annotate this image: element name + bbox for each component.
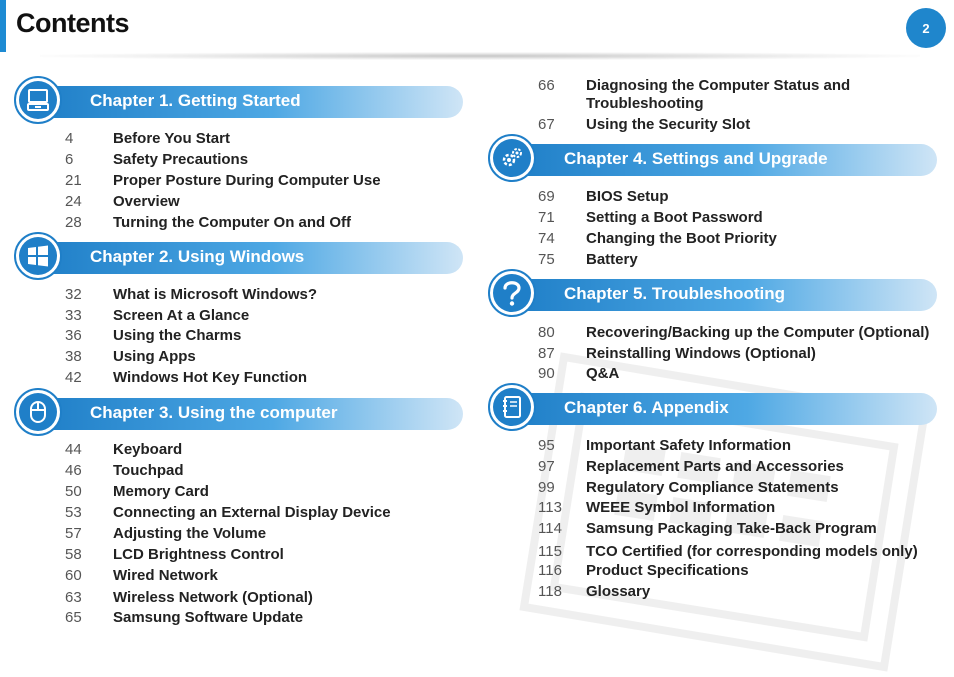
toc-page: 50 bbox=[65, 483, 82, 500]
toc-page: 6 bbox=[65, 151, 74, 168]
chapter-4-header[interactable] bbox=[514, 144, 937, 176]
toc-page: 60 bbox=[65, 567, 82, 584]
toc-page: 67 bbox=[538, 116, 555, 133]
toc-text: Before You Start bbox=[113, 130, 230, 147]
toc-page: 114 bbox=[538, 520, 562, 537]
toc-page: 21 bbox=[65, 172, 82, 189]
toc-page: 75 bbox=[538, 251, 555, 268]
toc-page: 69 bbox=[538, 188, 555, 205]
toc-page: 99 bbox=[538, 479, 555, 496]
toc-text: Connecting an External Display Device bbox=[113, 504, 391, 521]
toc-page: 4 bbox=[65, 130, 74, 147]
toc-page: 46 bbox=[65, 462, 82, 479]
toc-page: 63 bbox=[65, 589, 82, 606]
toc-text: Memory Card bbox=[113, 483, 209, 500]
windows-logo-icon bbox=[26, 244, 50, 268]
toc-text: Q&A bbox=[586, 365, 620, 382]
toc-text: TCO Certified (for corresponding models only) bbox=[586, 543, 918, 560]
gears-icon bbox=[499, 145, 525, 171]
toc-text: Adjusting the Volume bbox=[113, 525, 267, 542]
toc-page: 74 bbox=[538, 230, 555, 247]
chapter-5-header[interactable] bbox=[514, 279, 937, 311]
toc-text: Important Safety Information bbox=[586, 437, 792, 454]
chapter-2-title: Chapter 2. Using Windows bbox=[90, 247, 305, 266]
toc-page: 90 bbox=[538, 365, 555, 382]
chapter-6-header[interactable] bbox=[514, 393, 937, 425]
toc-text: Reinstalling Windows (Optional) bbox=[586, 345, 816, 362]
chapter-3-title: Chapter 3. Using the computer bbox=[90, 403, 338, 422]
toc-text: Battery bbox=[586, 251, 638, 268]
toc-page: 116 bbox=[538, 562, 562, 579]
toc-page: 97 bbox=[538, 458, 555, 475]
toc-page: 36 bbox=[65, 327, 82, 344]
toc-text: Safety Precautions bbox=[113, 151, 249, 168]
toc-text: Screen At a Glance bbox=[113, 307, 250, 324]
toc-page: 42 bbox=[65, 369, 82, 386]
chapter-6-icon-badge bbox=[488, 383, 536, 431]
chapter-4-title: Chapter 4. Settings and Upgrade bbox=[564, 149, 828, 168]
toc-text: Wireless Network (Optional) bbox=[113, 589, 313, 606]
header-accent-bar bbox=[0, 0, 6, 52]
toc-text: What is Microsoft Windows? bbox=[113, 286, 318, 303]
toc-page: 57 bbox=[65, 525, 82, 542]
chapter-2-header[interactable] bbox=[40, 242, 463, 274]
page-number-badge: 2 bbox=[906, 8, 946, 48]
toc-text: Changing the Boot Priority bbox=[586, 230, 777, 247]
toc-page: 113 bbox=[538, 499, 562, 516]
toc-page: 44 bbox=[65, 441, 82, 458]
toc-text: Windows Hot Key Function bbox=[113, 369, 308, 386]
toc-page: 115 bbox=[538, 543, 562, 560]
toc-page: 95 bbox=[538, 437, 555, 454]
chapter-1-title: Chapter 1. Getting Started bbox=[90, 91, 301, 110]
toc-text: Regulatory Compliance Statements bbox=[586, 479, 839, 496]
toc-page: 71 bbox=[538, 209, 555, 226]
chapter-3-icon-badge bbox=[14, 388, 62, 436]
toc-page: 24 bbox=[65, 193, 82, 210]
toc-page: 32 bbox=[65, 286, 82, 303]
laptop-icon bbox=[25, 87, 51, 113]
toc-text: Glossary bbox=[586, 583, 651, 600]
chapter-5-title: Chapter 5. Troubleshooting bbox=[564, 284, 786, 303]
toc-text: Diagnosing the Computer Status and Troubleshooting bbox=[586, 77, 851, 112]
toc-text: Setting a Boot Password bbox=[586, 209, 763, 226]
toc-text: Product Specifications bbox=[586, 562, 749, 579]
toc-page: 65 bbox=[65, 609, 82, 626]
toc-page: 28 bbox=[65, 214, 82, 231]
chapter-3-header[interactable] bbox=[40, 398, 463, 430]
toc-text: Turning the Computer On and Off bbox=[113, 214, 352, 231]
page-title: Contents bbox=[16, 8, 129, 38]
chapter-2-icon-badge bbox=[14, 232, 62, 280]
toc-text: Using the Security Slot bbox=[586, 116, 751, 133]
question-mark-icon bbox=[500, 279, 524, 307]
toc-page: 33 bbox=[65, 307, 82, 324]
chapter-5-icon-badge bbox=[488, 269, 536, 317]
toc-text: Touchpad bbox=[113, 462, 184, 479]
toc-text: Samsung Packaging Take-Back Program bbox=[586, 520, 877, 537]
chapter-1-icon-badge bbox=[14, 76, 62, 124]
toc-page: 66 bbox=[538, 77, 555, 94]
toc-text: Replacement Parts and Accessories bbox=[586, 458, 844, 475]
mouse-icon bbox=[26, 399, 50, 425]
toc-text: WEEE Symbol Information bbox=[586, 499, 776, 516]
toc-text: Samsung Software Update bbox=[113, 609, 304, 626]
toc-text: Wired Network bbox=[113, 567, 218, 584]
toc-page: 87 bbox=[538, 345, 555, 362]
header-divider bbox=[40, 52, 920, 60]
toc-text: Proper Posture During Computer Use bbox=[113, 172, 381, 189]
toc-page: 53 bbox=[65, 504, 82, 521]
toc-text: Recovering/Backing up the Computer (Optional) bbox=[586, 324, 930, 341]
toc-page: 118 bbox=[538, 583, 562, 600]
chapter-6-title: Chapter 6. Appendix bbox=[564, 398, 729, 417]
toc-text: LCD Brightness Control bbox=[113, 546, 284, 563]
toc-text: Using Apps bbox=[113, 348, 196, 365]
notebook-icon bbox=[500, 394, 524, 420]
toc-page: 80 bbox=[538, 324, 555, 341]
toc-page: 58 bbox=[65, 546, 82, 563]
toc-text: Keyboard bbox=[113, 441, 183, 458]
chapter-1-header[interactable] bbox=[40, 86, 463, 118]
chapter-4-icon-badge bbox=[488, 134, 536, 182]
toc-page: 38 bbox=[65, 348, 82, 365]
toc-text: BIOS Setup bbox=[586, 188, 669, 205]
toc-text: Using the Charms bbox=[113, 327, 242, 344]
toc-text: Overview bbox=[113, 193, 180, 210]
